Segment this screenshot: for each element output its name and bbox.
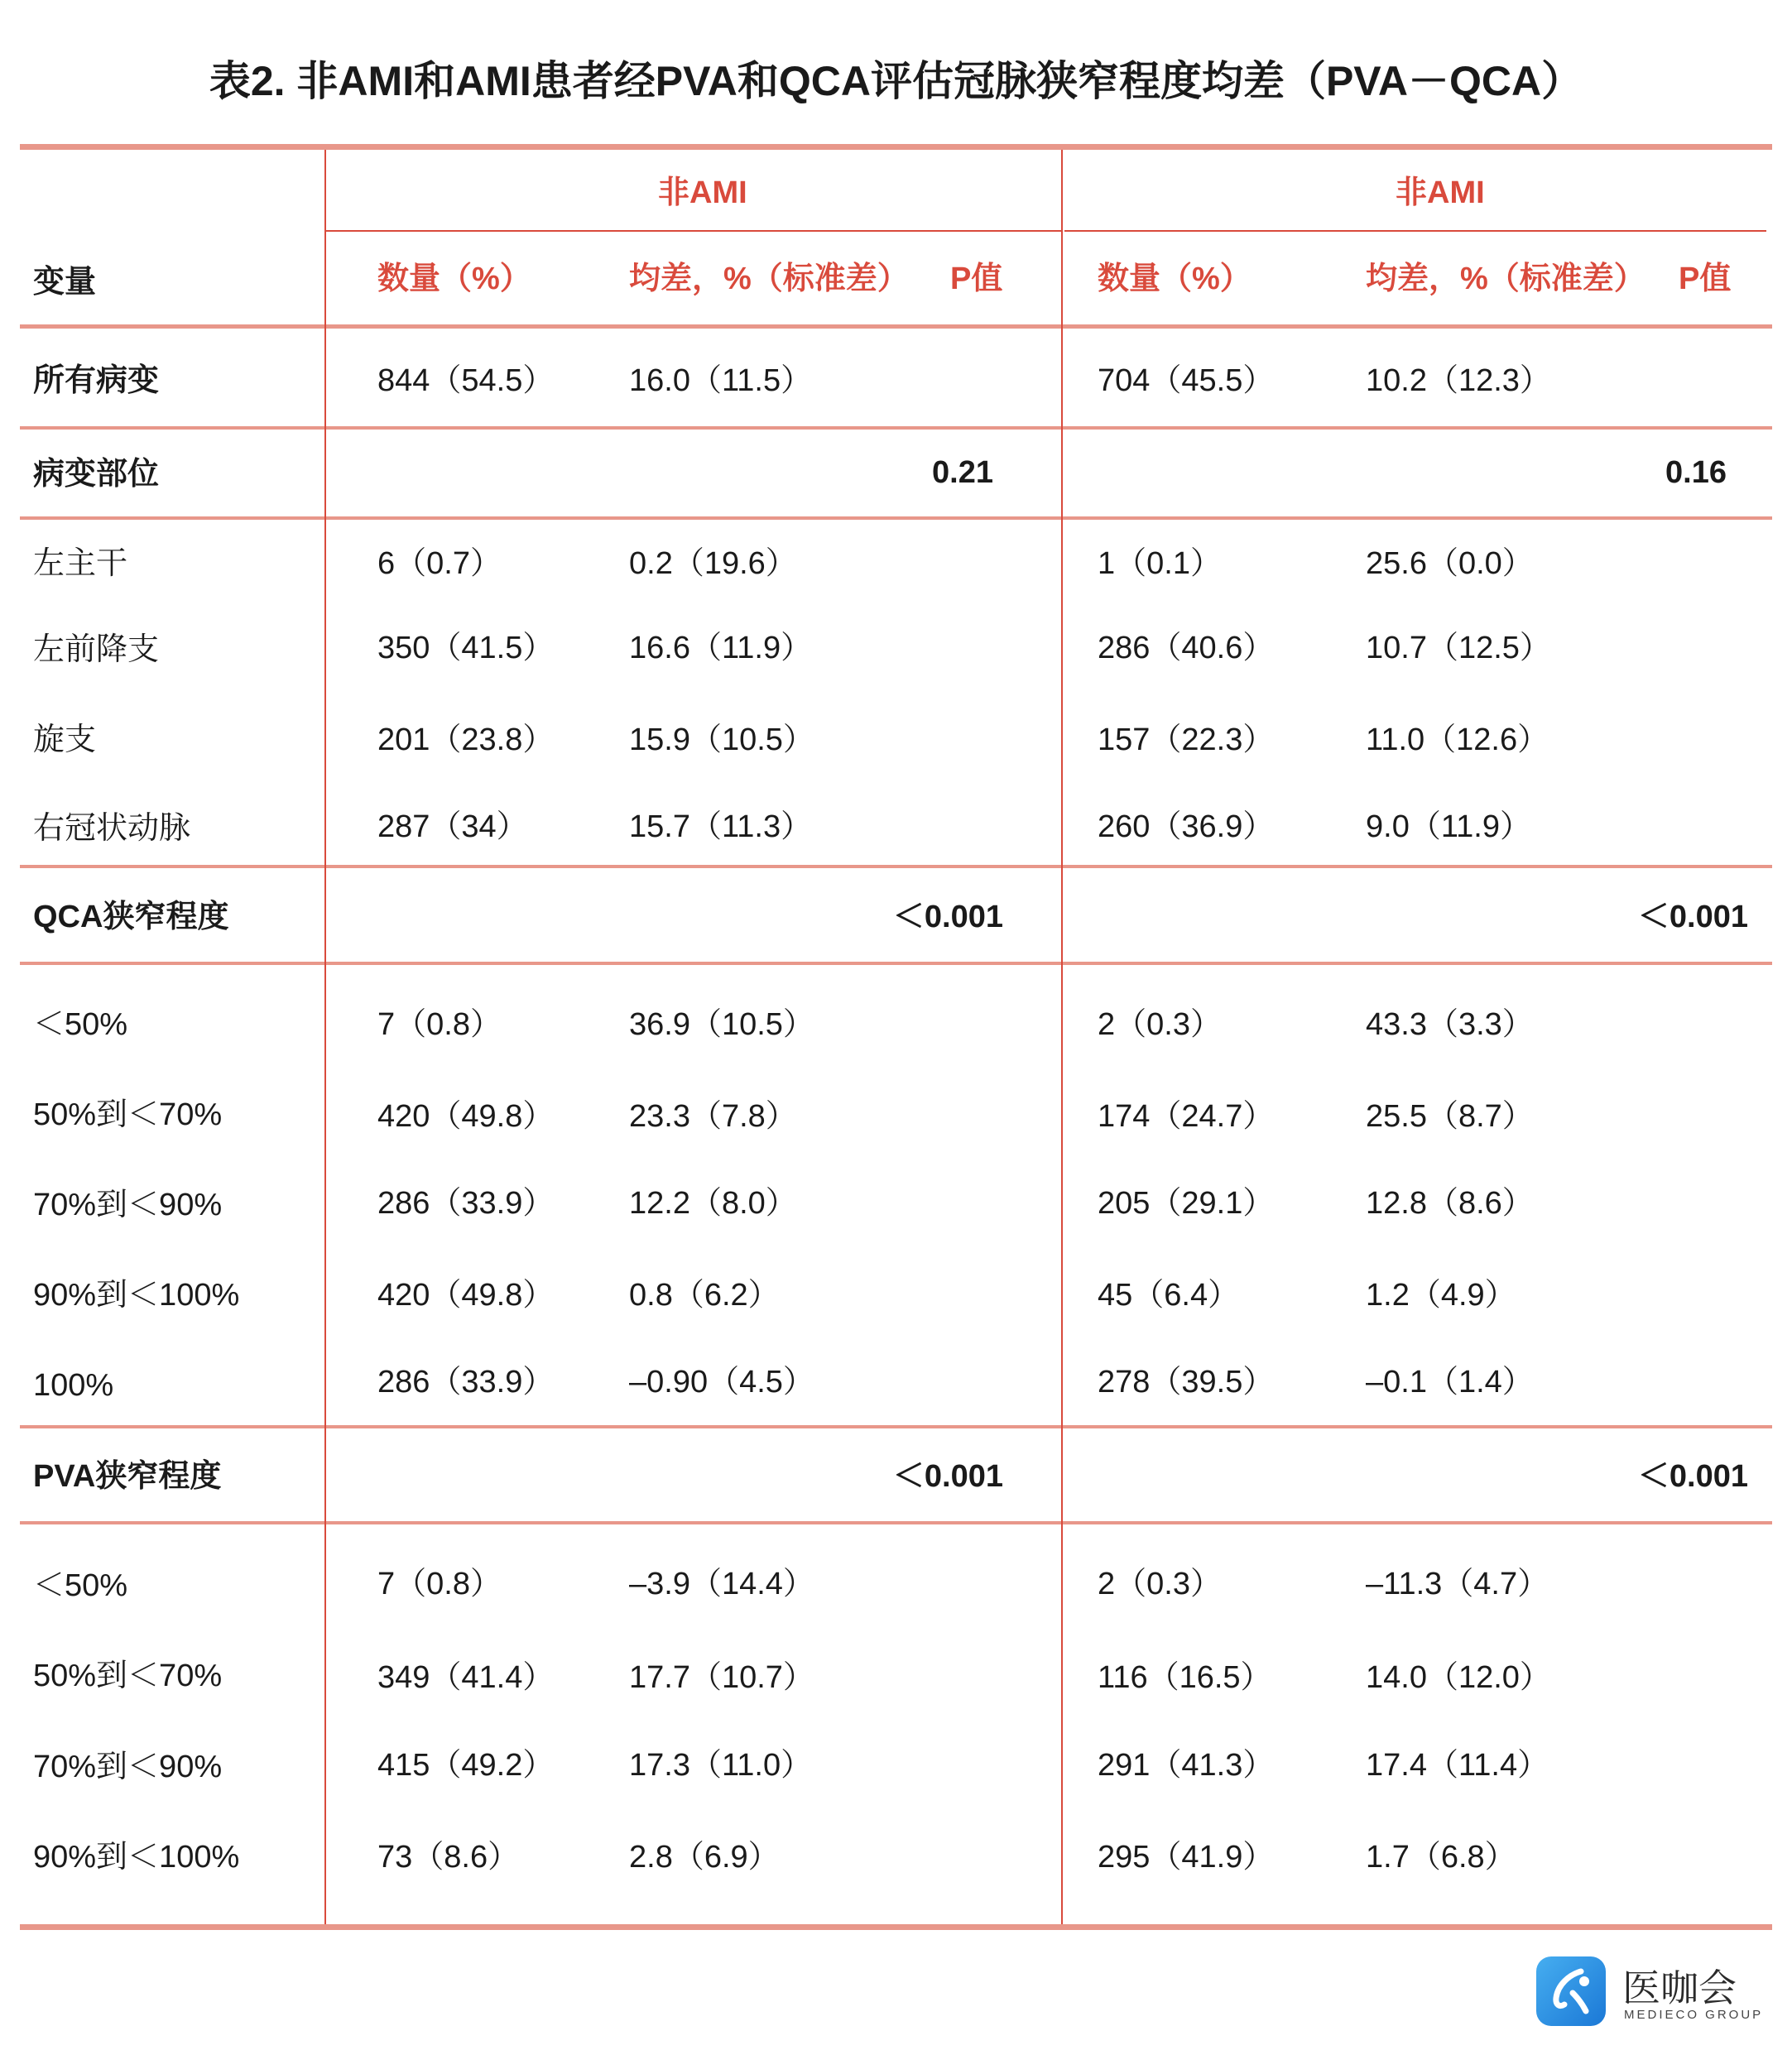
left-mean: 0.8（6.2）	[629, 1278, 780, 1313]
table-title: 表2. 非AMI和AMI患者经PVA和QCA评估冠脉狭窄程度均差（PVA－QCA）	[209, 58, 1583, 104]
left-count: 73（8.6）	[377, 1840, 520, 1875]
right-count: 260（36.9）	[1098, 809, 1275, 844]
left-mean: 17.3（11.0）	[629, 1748, 813, 1783]
row-label: 70%到＜90%	[33, 1750, 223, 1784]
right-count: 205（29.1）	[1098, 1186, 1275, 1221]
left-p-value: ＜0.001	[892, 900, 1003, 934]
row-divider	[20, 962, 1772, 965]
row-label: 50%到＜70%	[33, 1097, 223, 1132]
group-underline-right	[1064, 230, 1766, 232]
right-mean: 1.2（4.9）	[1366, 1278, 1516, 1313]
right-mean: 17.4（11.4）	[1366, 1748, 1549, 1783]
right-count: 291（41.3）	[1098, 1748, 1275, 1783]
left-count: 287（34）	[377, 809, 528, 844]
p-header-right: P值	[1679, 262, 1732, 296]
left-count: 7（0.8）	[377, 1007, 502, 1042]
left-p-value: 0.21	[932, 455, 993, 490]
left-mean: 0.2（19.6）	[629, 546, 797, 581]
left-count: 415（49.2）	[377, 1748, 555, 1783]
section-label: 病变部位	[33, 457, 160, 492]
group-header-right: 非AMI	[1396, 175, 1485, 210]
brand-subtitle: MEDIECO GROUP	[1624, 2008, 1764, 2022]
section-label: PVA狭窄程度	[33, 1459, 222, 1494]
section-label: QCA狭窄程度	[33, 900, 229, 934]
right-count: 295（41.9）	[1098, 1840, 1275, 1875]
right-count: 1（0.1）	[1098, 546, 1222, 581]
count-header-right: 数量（%）	[1098, 262, 1252, 296]
right-mean: 10.2（12.3）	[1366, 363, 1551, 398]
row-divider	[20, 1425, 1772, 1428]
right-count: 45（6.4）	[1098, 1278, 1240, 1313]
left-count: 420（49.8）	[377, 1099, 555, 1134]
left-mean: –0.90（4.5）	[629, 1365, 814, 1399]
right-mean: 10.7（12.5）	[1366, 631, 1551, 665]
row-label: 左主干	[33, 546, 128, 581]
variable-header: 变量	[33, 265, 97, 300]
right-count: 116（16.5）	[1098, 1660, 1272, 1695]
left-count: 6（0.7）	[377, 546, 502, 581]
row-label: 90%到＜100%	[33, 1278, 240, 1313]
right-p-value: ＜0.001	[1637, 1459, 1748, 1494]
row-divider	[20, 426, 1772, 430]
row-label: 50%到＜70%	[33, 1659, 223, 1693]
mean-header-right: 均差，%（标准差）	[1366, 262, 1645, 296]
left-mean: 17.7（10.7）	[629, 1660, 814, 1695]
left-count: 420（49.8）	[377, 1278, 555, 1313]
brand-name: 医咖会	[1622, 1966, 1737, 2010]
row-label: ＜50%	[33, 1568, 128, 1603]
row-label: 旋支	[33, 723, 97, 757]
left-count: 349（41.4）	[377, 1660, 555, 1695]
left-mean: 16.0（11.5）	[629, 363, 813, 398]
right-mean: 14.0（12.0）	[1366, 1660, 1551, 1695]
row-label: 70%到＜90%	[33, 1188, 223, 1222]
left-count: 350（41.5）	[377, 631, 555, 665]
right-mean: 43.3（3.3）	[1366, 1007, 1534, 1042]
header-bottom-rule	[20, 324, 1772, 329]
right-mean: –11.3（4.7）	[1366, 1567, 1549, 1601]
left-mean: 12.2（8.0）	[629, 1186, 797, 1221]
p-header-left: P值	[950, 262, 1003, 296]
column-divider-left	[324, 150, 326, 1924]
group-header-left: 非AMI	[658, 175, 747, 210]
top-rule	[20, 144, 1772, 150]
medieco-logo-icon	[1536, 1956, 1606, 2026]
row-divider	[20, 865, 1772, 868]
right-mean: 1.7（6.8）	[1366, 1840, 1516, 1875]
right-mean: 11.0（12.6）	[1366, 723, 1549, 757]
row-label: 左前降支	[33, 632, 160, 667]
row-label: 90%到＜100%	[33, 1840, 240, 1875]
right-mean: 25.5（8.7）	[1366, 1099, 1534, 1134]
left-count: 286（33.9）	[377, 1365, 555, 1399]
right-mean: –0.1（1.4）	[1366, 1365, 1534, 1399]
row-divider	[20, 516, 1772, 520]
left-count: 201（23.8）	[377, 723, 555, 757]
mean-header-left: 均差，%（标准差）	[629, 262, 909, 296]
right-mean: 25.6（0.0）	[1366, 546, 1534, 581]
group-underline-left	[326, 230, 1061, 232]
right-count: 157（22.3）	[1098, 723, 1275, 757]
left-mean: 16.6（11.9）	[629, 631, 813, 665]
left-count: 7（0.8）	[377, 1567, 502, 1601]
left-mean: 23.3（7.8）	[629, 1099, 797, 1134]
bottom-rule	[20, 1924, 1772, 1930]
right-mean: 9.0（11.9）	[1366, 809, 1531, 844]
left-count: 286（33.9）	[377, 1186, 555, 1221]
count-header-left: 数量（%）	[377, 262, 531, 296]
row-label: 右冠状动脉	[33, 811, 191, 846]
column-divider-right	[1061, 150, 1063, 1924]
left-mean: 15.7（11.3）	[629, 809, 813, 844]
left-p-value: ＜0.001	[892, 1459, 1003, 1494]
right-count: 286（40.6）	[1098, 631, 1275, 665]
right-p-value: 0.16	[1665, 455, 1727, 490]
right-p-value: ＜0.001	[1637, 900, 1748, 934]
right-mean: 12.8（8.6）	[1366, 1186, 1534, 1221]
right-count: 704（45.5）	[1098, 363, 1275, 398]
right-count: 2（0.3）	[1098, 1567, 1222, 1601]
left-mean: –3.9（14.4）	[629, 1567, 814, 1601]
row-label: 所有病变	[33, 363, 160, 398]
left-mean: 36.9（10.5）	[629, 1007, 814, 1042]
row-divider	[20, 1521, 1772, 1524]
left-mean: 2.8（6.9）	[629, 1840, 780, 1875]
left-count: 844（54.5）	[377, 363, 555, 398]
right-count: 174（24.7）	[1098, 1099, 1275, 1134]
row-label: 100%	[33, 1368, 114, 1403]
left-mean: 15.9（10.5）	[629, 723, 814, 757]
row-label: ＜50%	[33, 1007, 128, 1042]
right-count: 2（0.3）	[1098, 1007, 1222, 1042]
right-count: 278（39.5）	[1098, 1365, 1275, 1399]
